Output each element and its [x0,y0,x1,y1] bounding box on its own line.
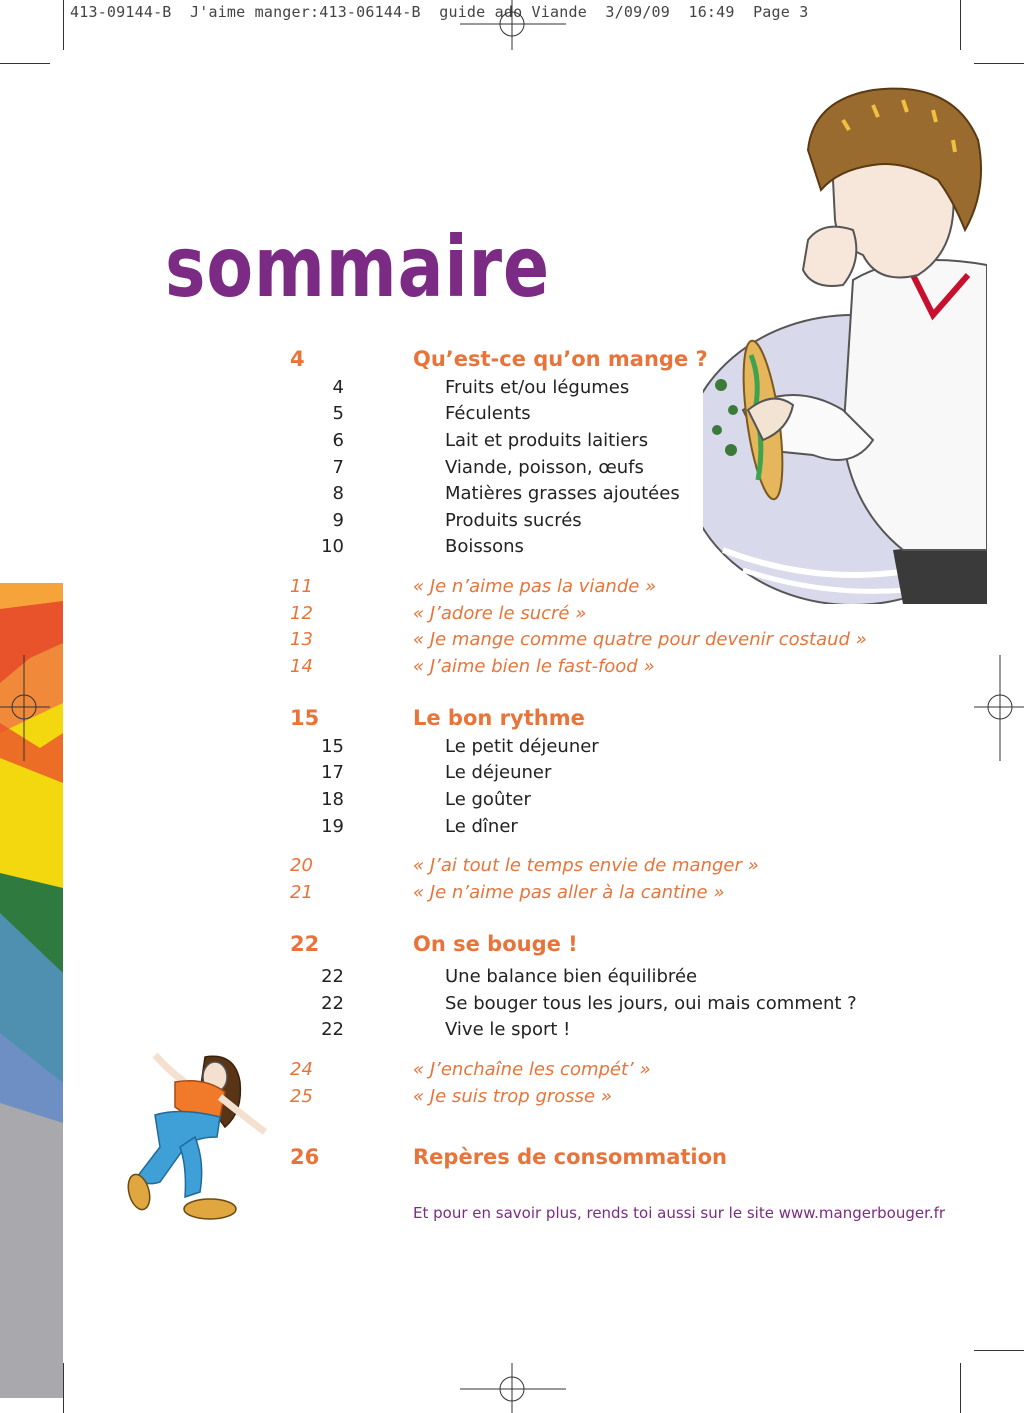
toc-label: Boissons [445,536,524,557]
toc-page-number: 22 [321,1019,344,1040]
toc-label: Le bon rythme [413,706,585,730]
toc-label: Le dîner [445,816,518,837]
toc-label: Le déjeuner [445,762,552,783]
toc-label: « Je n’aime pas aller à la cantine » [413,882,725,903]
toc-page-number: 4 [290,347,305,371]
toc-entry[interactable] [0,1019,1024,1047]
toc-label: « Je n’aime pas la viande » [413,576,657,597]
toc-entry[interactable] [0,510,1024,538]
toc-page-number: 22 [290,932,320,956]
toc-label: Lait et produits laitiers [445,430,649,451]
toc-label: « Je mange comme quatre pour devenir costaud » [413,629,867,650]
toc-entry[interactable] [0,789,1024,817]
toc-entry[interactable] [0,762,1024,790]
toc-page-number: 6 [332,430,344,451]
toc-label: Se bouger tous les jours, oui mais comment ? [445,993,857,1014]
toc-page-number: 7 [332,457,344,478]
toc-page-number: 8 [332,483,344,504]
toc-label: « J’adore le sucré » [413,603,587,624]
toc-entry[interactable] [0,855,1024,883]
toc-entry[interactable] [0,1145,1024,1173]
footer-website-note[interactable]: Et pour en savoir plus, rends toi aussi sur le site www.mangerbouger.fr [413,1204,946,1222]
toc-page-number: 21 [290,882,313,903]
toc-entry[interactable] [0,347,1024,375]
toc-entry[interactable] [0,1086,1024,1114]
toc-page-number: 4 [332,377,344,398]
toc-entry[interactable] [0,536,1024,564]
toc-label: « J’ai tout le temps envie de manger » [413,855,759,876]
toc-label: Fruits et/ou légumes [445,377,630,398]
toc-label: Produits sucrés [445,510,582,531]
toc-entry[interactable] [0,1059,1024,1087]
toc-entry[interactable] [0,483,1024,511]
toc-label: Féculents [445,403,531,424]
toc-page-number: 24 [290,1059,313,1080]
toc-page-number: 22 [321,966,344,987]
toc-page-number: 20 [290,855,313,876]
toc-page-number: 15 [321,736,344,757]
toc-entry[interactable] [0,603,1024,631]
toc-page-number: 13 [290,629,313,650]
toc-label: Repères de consommation [413,1145,727,1169]
toc-label: Matières grasses ajoutées [445,483,680,504]
toc-entry[interactable] [0,430,1024,458]
toc-page-number: 15 [290,706,320,730]
toc-page-number: 25 [290,1086,313,1107]
toc-page-number: 18 [321,789,344,810]
toc-page-number: 14 [290,656,313,677]
toc-label: « J’aime bien le fast-food » [413,656,655,677]
printer-slug-line: 413-09144-B J'aime manger:413-06144-B guide ado Viande 3/09/09 16:49 Page 3 [70,3,809,21]
toc-entry[interactable] [0,706,1024,734]
toc-label: Viande, poisson, œufs [445,457,644,478]
toc-page-number: 26 [290,1145,320,1169]
toc-label: Le goûter [445,789,531,810]
toc-entry[interactable] [0,656,1024,684]
toc-entry[interactable] [0,966,1024,994]
toc-entry[interactable] [0,403,1024,431]
toc-page-number: 10 [321,536,344,557]
toc-label: Qu’est-ce qu’on mange ? [413,347,708,371]
toc-entry[interactable] [0,377,1024,405]
toc-label: Le petit déjeuner [445,736,599,757]
toc-page-number: 19 [321,816,344,837]
toc-entry[interactable] [0,993,1024,1021]
toc-label: Une balance bien équilibrée [445,966,698,987]
toc-page-number: 12 [290,603,313,624]
toc-page-number: 9 [332,510,344,531]
toc-entry[interactable] [0,932,1024,960]
toc-label: On se bouge ! [413,932,578,956]
page-title: sommaire [165,218,551,316]
toc-label: Vive le sport ! [445,1019,571,1040]
toc-label: « Je suis trop grosse » [413,1086,612,1107]
toc-page-number: 11 [290,576,313,597]
toc-page-number: 22 [321,993,344,1014]
toc-entry[interactable] [0,882,1024,910]
toc-page-number: 5 [332,403,344,424]
toc-entry[interactable] [0,576,1024,604]
toc-entry[interactable] [0,629,1024,657]
toc-page-number: 17 [321,762,344,783]
toc-entry[interactable] [0,816,1024,844]
toc-label: « J’enchaîne les compét’ » [413,1059,651,1080]
toc-entry[interactable] [0,457,1024,485]
toc-entry[interactable] [0,736,1024,764]
